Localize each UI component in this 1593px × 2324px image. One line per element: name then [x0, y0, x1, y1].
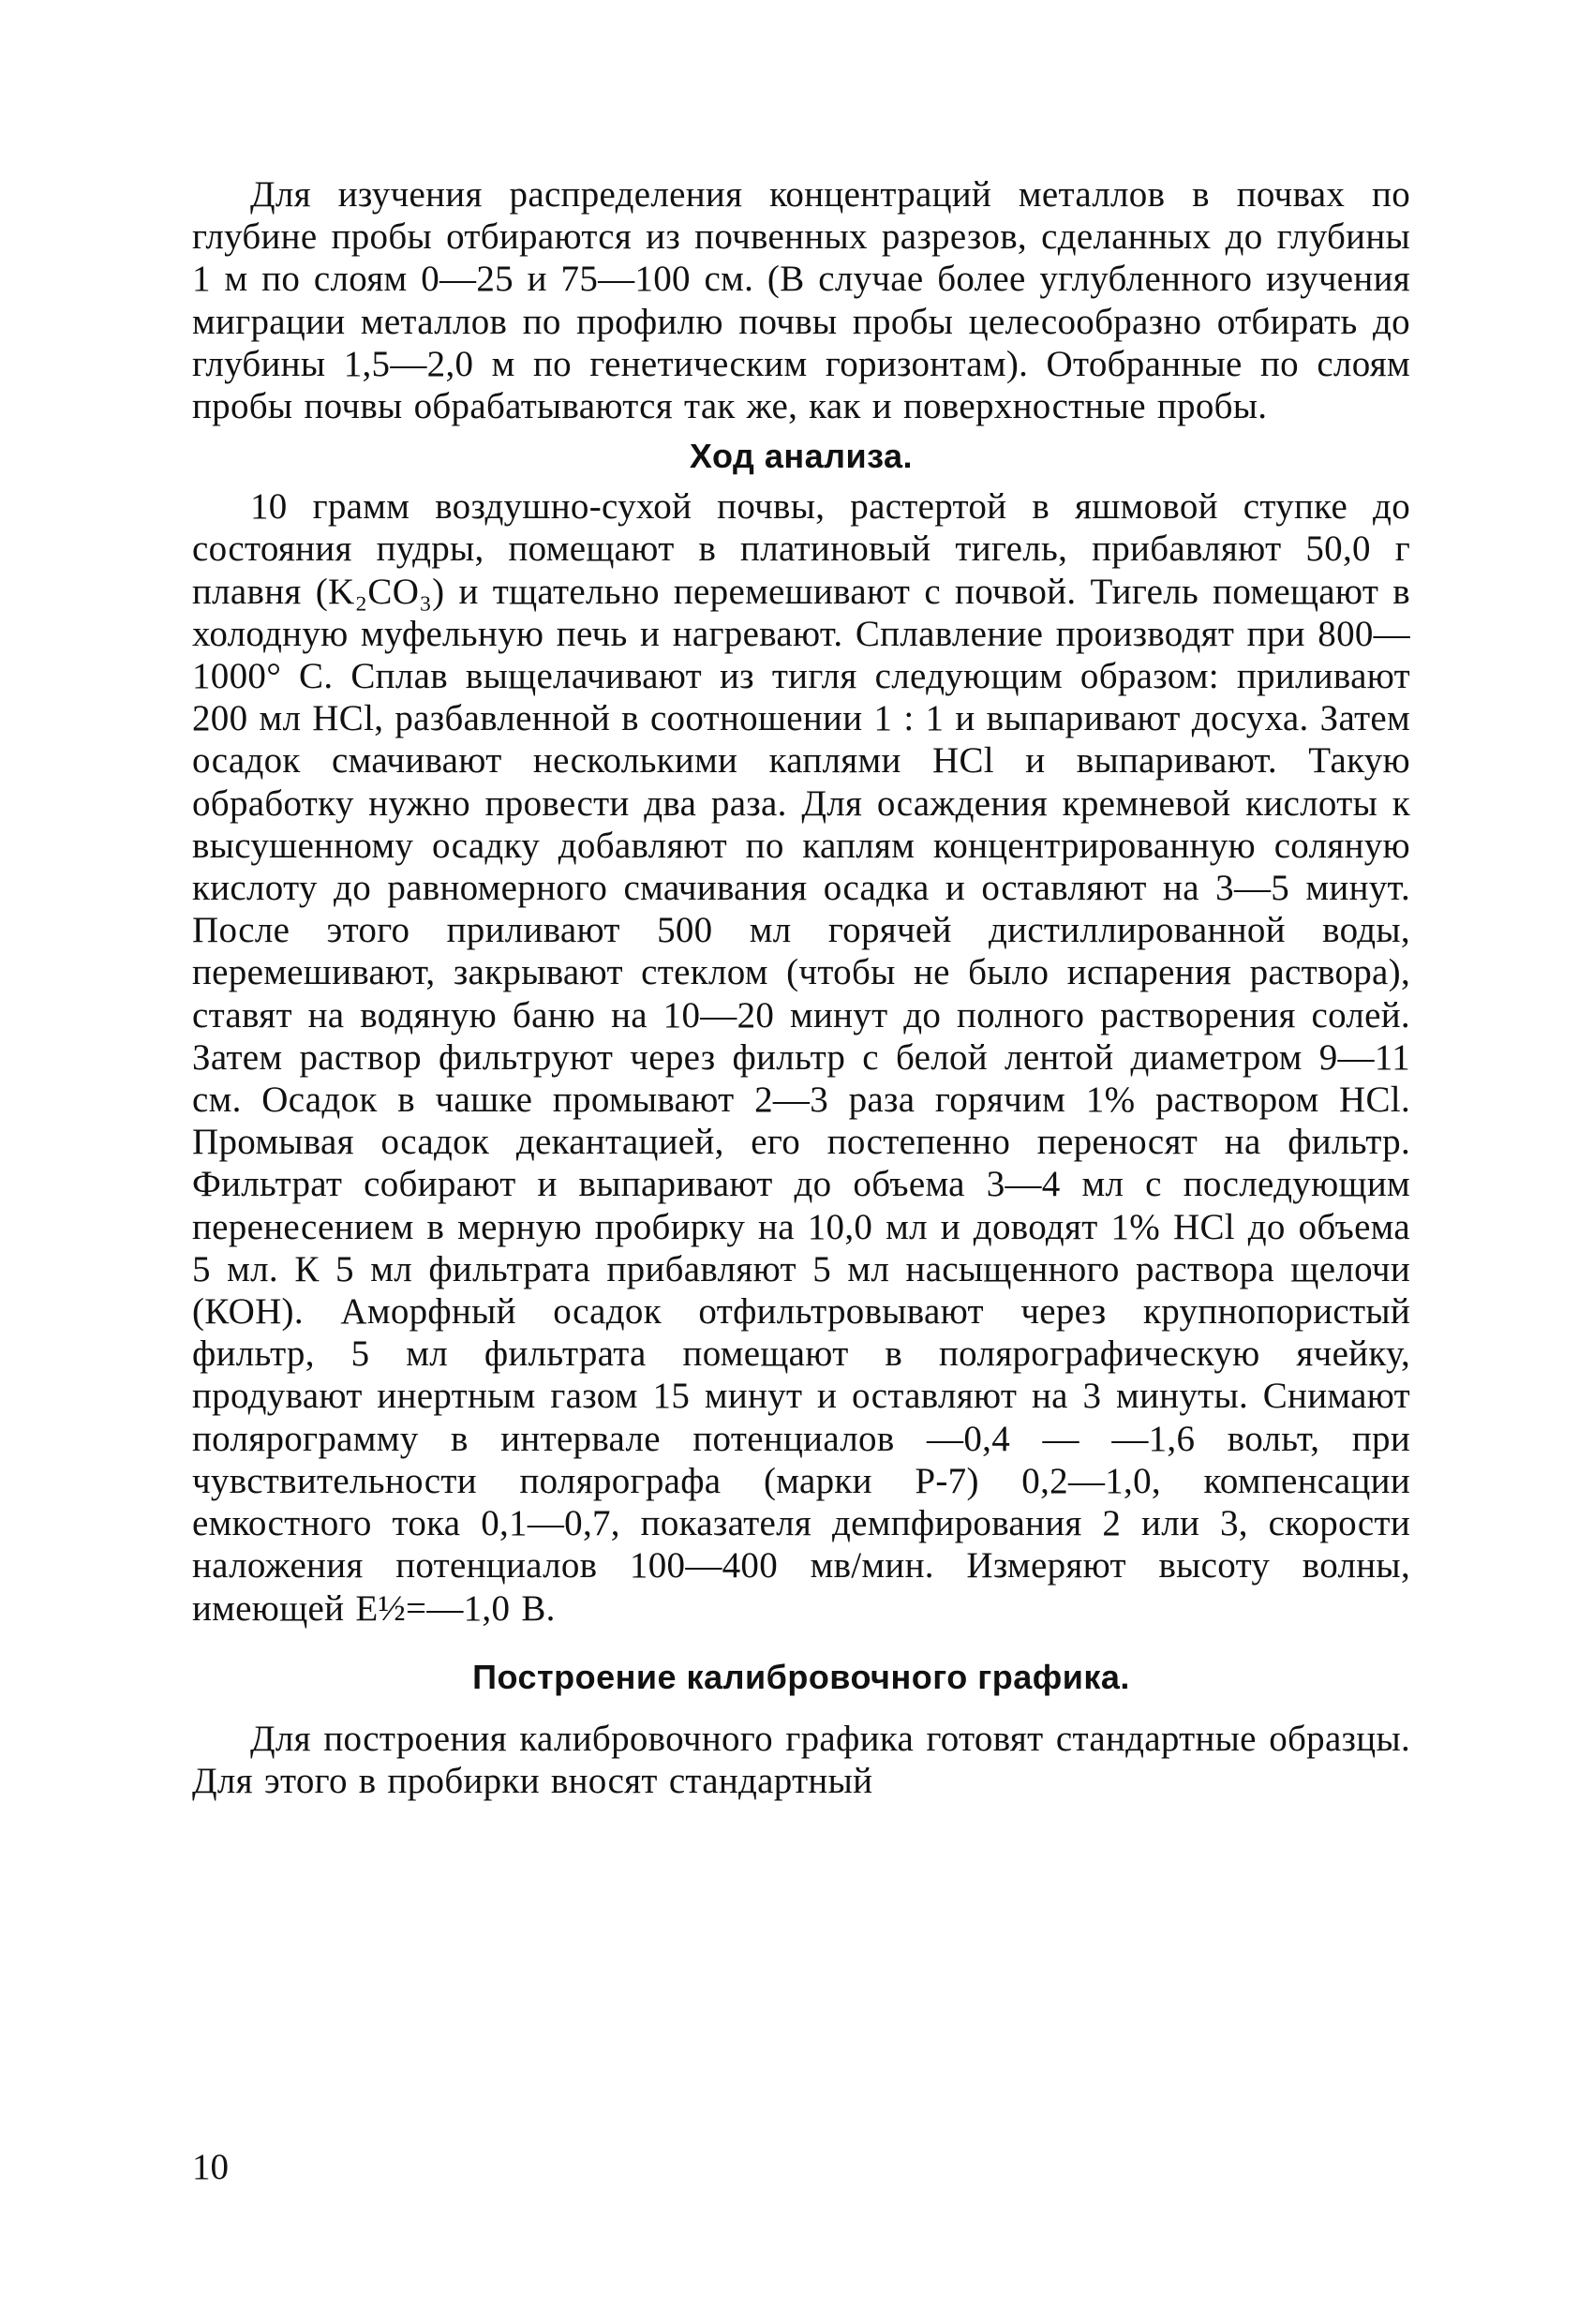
heading-calibration-graph: Построение калибровочного графика. — [472, 1657, 1130, 1696]
heading-analysis-procedure: Ход анализа. — [689, 437, 914, 476]
paragraph-calibration-graph: Для построения калибровочного графика готовят стандартные образцы. Для этого в пробирки вносят стандартный — [192, 1718, 1410, 1801]
paragraph-sampling-depth: Для изучения распределения концентраций металлов в почвах по глубине пробы отбираются из почвенных разрезов, сделанных до глубины 1 м по слоям 0—25 и 75—100 см. (В случае более углубленного изучения миграции металлов по профилю почвы пробы целесообразно отбирать до глубины 1,5—2,0 м по генетическим горизонтам). Отобранные по слоям пробы почвы обрабатываются так же, как и поверхностные пробы. — [192, 174, 1410, 427]
page-body — [192, 173, 1410, 1802]
paragraph-analysis-procedure: 10 грамм воздушно-сухой почвы, растертой в яшмовой ступке до состояния пудры, помещают в платиновый тигель, прибавляют 50,0 г плавня (K₂CO₃) и тщательно перемешивают с почвой. Тигель помещают в холодную муфельную печь и нагревают. Сплавление производят при 800—1000° С. Сплав выщелачивают из тигля следующим образом: приливают 200 мл HCl, разбавленной в соотношении 1 : 1 и выпаривают досуха. Затем осадок смачивают несколькими каплями HCl и выпаривают. Такую обработку нужно провести два раза. Для осаждения кремневой кислоты к высушенному осадку добавляют по каплям концентрированную соляную кислоту до равномерного смачивания осадка и оставляют на 3—5 минут. После этого приливают 500 мл горячей дистиллированной воды, перемешивают, закрывают стеклом (чтобы не было испарения раствора), ставят на водяную баню на 10—20 минут до полного растворения солей. Затем раствор фильтруют через фильтр с белой лентой диаметром 9—11 см. Осадок в чашке промывают 2—3 раза горячим 1% раствором HCl. Промывая осадок декантацией, его постепенно переносят на фильтр. Фильтрат собирают и выпаривают до объема 3—4 мл с последующим перенесением в мерную пробирку на 10,0 мл и доводят 1% HCl до объема 5 мл. К 5 мл фильтрата прибавляют 5 мл насыщенного раствора щелочи (КОН). Аморфный осадок отфильтровывают через крупнопористый фильтр, 5 мл фильтрата помещают в полярографическую ячейку, продувают инертным газом 15 минут и оставляют на 3 минуты. Снимают полярограмму в интервале потенциалов —0,4 — —1,6 вольт, при чувствительности полярографа (марки Р-7) 0,2—1,0, компенсации емкостного тока 0,1—0,7, показателя демпфирования 2 или 3, скорости наложения потенциалов 100—400 мв/мин. Измеряют высоту волны, имеющей E½=—1,0 В. — [192, 486, 1410, 1629]
page-number: 10 — [192, 2147, 229, 2187]
